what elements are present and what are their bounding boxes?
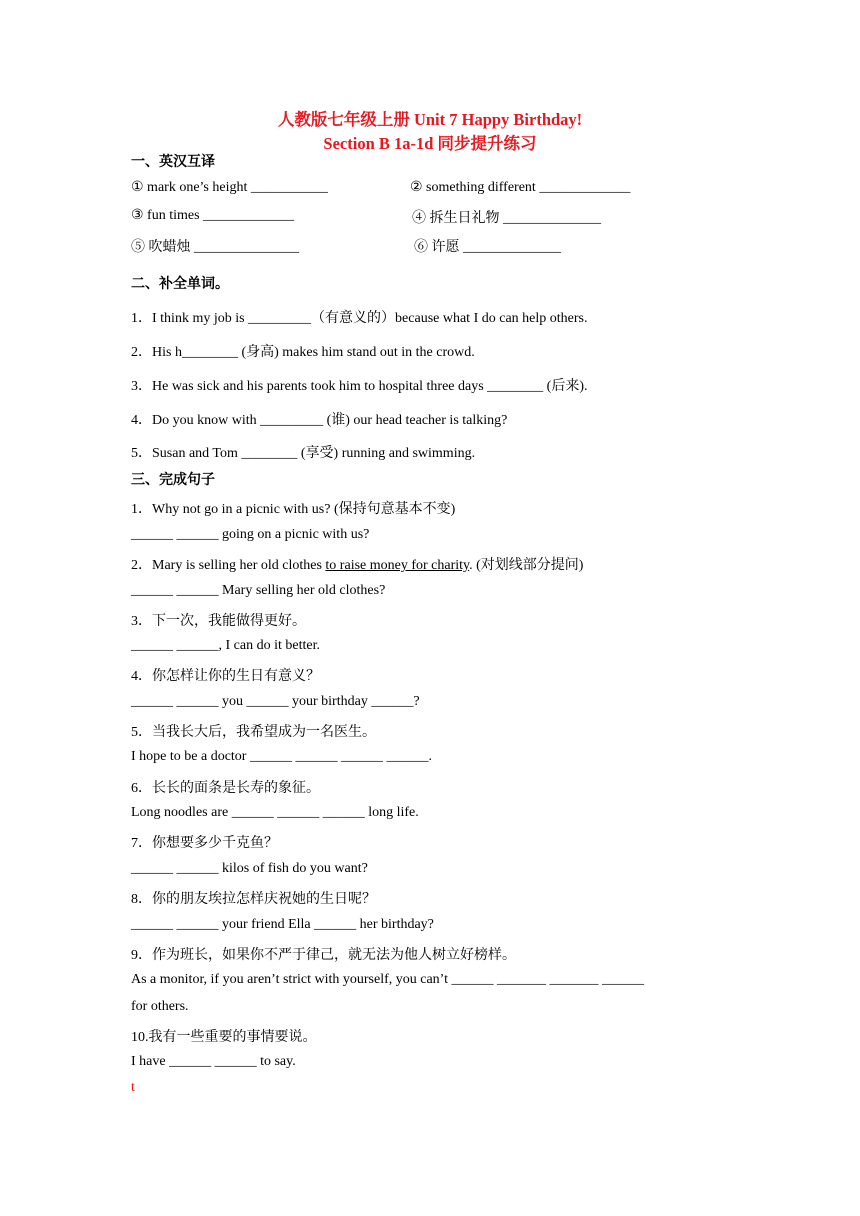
sentence-q2-prompt <box>131 554 583 574</box>
section-1-heading: 一、英汉互译 <box>131 154 215 170</box>
sentence-q2-prompt-start: 2．Mary is selling her old clothes <box>131 558 326 573</box>
sentence-q8-answer: ______ ______ your friend Ella ______ her birthday? <box>131 917 434 932</box>
sentence-q4-answer: ______ ______ you ______ your birthday ______? <box>131 694 420 709</box>
sentence-q10-answer: I have ______ ______ to say. <box>131 1054 296 1069</box>
sentence-q9-answer-line-1: As a monitor, if you aren’t strict with yourself, you can’t ______ _______ _______ ______ <box>131 972 644 987</box>
translation-item-3: ③ fun times _____________ <box>131 208 295 223</box>
sentence-q6-prompt: 6．长长的面条是长寿的象征。 <box>131 781 320 796</box>
word-item-4: 4．Do you know with _________ (谁) our head teacher is talking? <box>131 413 508 428</box>
translation-item-1: ① mark one’s height ___________ <box>131 180 328 195</box>
sentence-q7-prompt: 7．你想要多少千克鱼？ <box>131 836 278 851</box>
sentence-q9-prompt: 9．作为班长，如果你不严于律己，就无法为他人树立好榜样。 <box>131 948 516 963</box>
title-line-2: Section B 1a-1d 同步提升练习 <box>323 134 537 153</box>
sentence-q8-prompt: 8．你的朋友埃拉怎样庆祝她的生日呢？ <box>131 892 376 907</box>
section-3-heading: 三、完成句子 <box>131 472 215 488</box>
sentence-q6-answer: Long noodles are ______ ______ ______ long life. <box>131 805 419 820</box>
word-item-2: 2．His h________ (身高) makes him stand out in the crowd. <box>131 345 475 360</box>
translation-item-6: ⑥ 许愿 ______________ <box>414 240 561 255</box>
sentence-q2-answer: ______ ______ Mary selling her old clothes? <box>131 583 386 598</box>
title-line-1: 人教版七年级上册 Unit 7 Happy Birthday! <box>277 110 583 129</box>
sentence-q1-answer: ______ ______ going on a picnic with us? <box>131 527 370 542</box>
translation-item-4: ④ 拆生日礼物 ______________ <box>412 211 601 226</box>
sentence-q9-answer-line-2: for others. <box>131 999 189 1014</box>
sentence-q2-underlined-part: to raise money for charity <box>325 558 470 573</box>
sentence-q2-prompt-end: . (对划线部分提问) <box>469 558 584 573</box>
translation-item-2: ② something different _____________ <box>410 180 631 195</box>
section-2-heading: 二、补全单词。 <box>131 276 229 292</box>
sentence-q3-answer: ______ ______, I can do it better. <box>131 638 320 653</box>
sentence-q4-prompt: 4．你怎样让你的生日有意义？ <box>131 669 320 684</box>
sentence-q3-prompt: 3．下一次，我能做得更好。 <box>131 614 306 629</box>
sentence-q7-answer: ______ ______ kilos of fish do you want? <box>131 861 368 876</box>
translation-item-5: ⑤ 吹蜡烛 _______________ <box>131 240 299 255</box>
sentence-q10-prompt: 10.我有一些重要的事情要说。 <box>131 1030 317 1045</box>
sentence-q1-prompt: 1．Why not go in a picnic with us? (保持句意基本不变) <box>131 502 456 517</box>
sentence-q5-answer: I hope to be a doctor ______ ______ ______ ______. <box>131 749 432 764</box>
word-item-1: 1．I think my job is _________（有意义的）because what I do can help others. <box>131 311 588 326</box>
stray-mark: t <box>131 1080 135 1095</box>
word-item-5: 5．Susan and Tom ________ (享受) running and swimming. <box>131 446 476 461</box>
sentence-q5-prompt: 5．当我长大后，我希望成为一名医生。 <box>131 725 376 740</box>
word-item-3: 3．He was sick and his parents took him to hospital three days ________ (后来). <box>131 379 588 394</box>
